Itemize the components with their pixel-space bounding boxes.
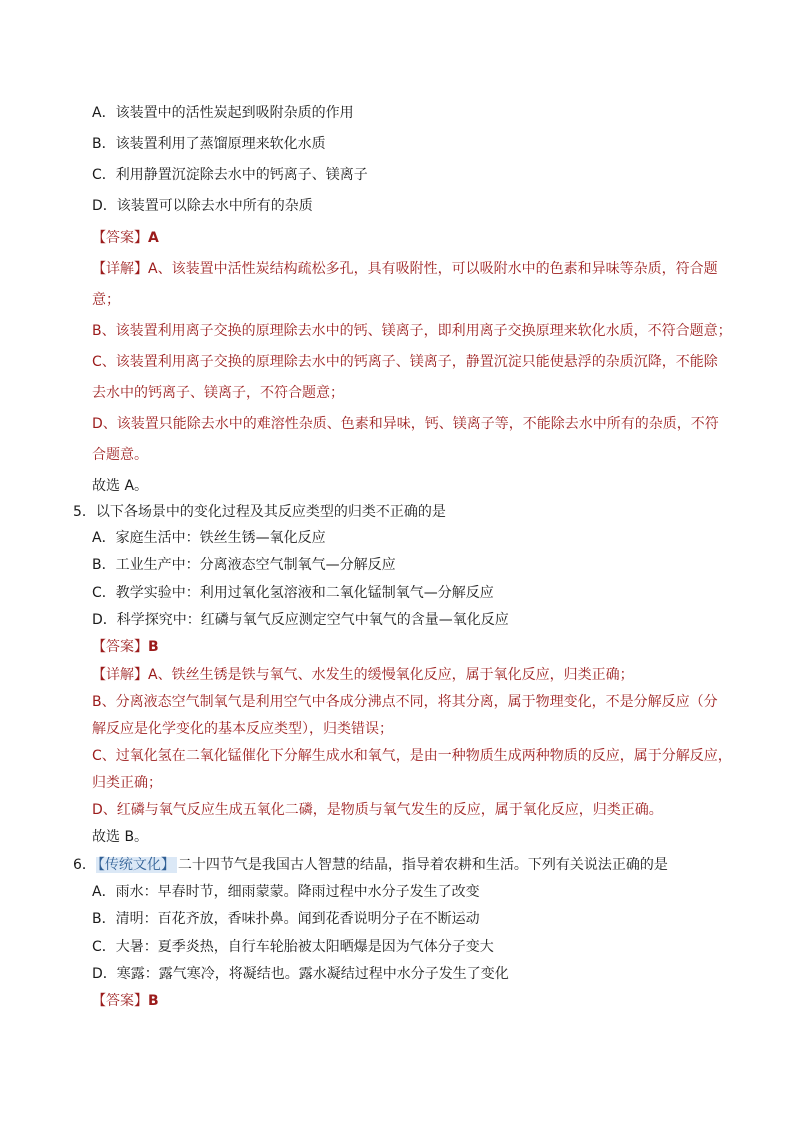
q6-stem <box>73 855 668 875</box>
q5-option-b: B．工业生产中：分离液态空气制氧气—分解反应 <box>92 557 396 573</box>
detail-text: A、该装置中活性炭结构疏松多孔，具有吸附性，可以吸附水中的色素和异味等杂质，符合题 <box>148 261 718 277</box>
q4-detail-line-3: B、该装置利用离子交换的原理除去水中的钙、镁离子，即利用离子交换原理来软化水质，不符合题意； <box>92 323 732 339</box>
q5-option-a: A．家庭生活中：铁丝生锈—氧化反应 <box>92 530 326 546</box>
q6-option-b: B．清明：百花齐放，香味扑鼻。闻到花香说明分子在不断运动 <box>92 911 480 927</box>
detail-label: 【详解】 <box>92 261 148 277</box>
q5-detail-line-1 <box>92 665 634 685</box>
answer-value: A <box>148 230 159 246</box>
topic-tag: 【传统文化】 <box>97 857 175 873</box>
q5-detail-line-6: D、红磷与氧气反应生成五氧化二磷，是物质与氧气发生的反应，属于氧化反应，归类正确。 <box>92 802 663 818</box>
question-text: 二十四节气是我国古人智慧的结晶，指导着农耕和生活。下列有关说法正确的是 <box>177 857 668 873</box>
q4-option-d: D．该装置可以除去水中所有的杂质 <box>92 198 313 214</box>
q5-option-d: D．科学探究中：红磷与氧气反应测定空气中氧气的含量—氧化反应 <box>92 612 509 628</box>
q5-detail-line-2: B、分离液态空气制氧气是利用空气中各成分沸点不同，将其分离，属于物理变化，不是分解反应（分 <box>92 694 718 710</box>
q6-option-a: A．雨水：早春时节，细雨蒙蒙。降雨过程中水分子发生了改变 <box>92 884 480 900</box>
q6-answer <box>92 991 159 1011</box>
q4-option-b: B．该装置利用了蒸馏原理来软化水质 <box>92 136 326 152</box>
detail-text: A、铁丝生锈是铁与氧气、水发生的缓慢氧化反应，属于氧化反应，归类正确； <box>148 667 634 683</box>
q5-detail-line-3: 解反应是化学变化的基本反应类型），归类错误； <box>92 721 393 737</box>
answer-value: B <box>148 639 159 655</box>
answer-label: 【答案】 <box>92 230 148 246</box>
q6-option-d: D．寒露：露气寒冷，将凝结也。露水凝结过程中水分子发生了变化 <box>92 966 509 982</box>
answer-value: B <box>148 993 159 1009</box>
answer-label: 【答案】 <box>92 639 148 655</box>
q5-detail-line-5: 归类正确； <box>92 775 162 791</box>
q4-option-a: A．该装置中的活性炭起到吸附杂质的作用 <box>92 105 354 121</box>
q4-detail-line-2: 意； <box>92 292 120 308</box>
q4-detail-line-5: 去水中的钙离子、镁离子，不符合题意； <box>92 385 344 401</box>
q5-answer <box>92 637 159 657</box>
answer-label: 【答案】 <box>92 993 148 1009</box>
q4-conclusion: 故选 A。 <box>92 478 149 494</box>
q4-option-c: C．利用静置沉淀除去水中的钙离子、镁离子 <box>92 167 368 183</box>
q4-detail-line-6: D、该装置只能除去水中的难溶性杂质、色素和异味，钙、镁离子等，不能除去水中所有的杂质，不符 <box>92 416 719 432</box>
question-number: 6． <box>73 857 96 873</box>
q4-detail-line-1 <box>92 259 718 279</box>
detail-label: 【详解】 <box>92 667 148 683</box>
q6-option-c: C．大暑：夏季炎热，自行车轮胎被太阳晒爆是因为气体分子变大 <box>92 939 494 955</box>
q4-detail-line-4: C、该装置利用离子交换的原理除去水中的钙离子、镁离子，静置沉淀只能使悬浮的杂质沉降，不能除 <box>92 354 718 370</box>
q5-detail-line-4: C、过氧化氢在二氧化锰催化下分解生成水和氧气，是由一种物质生成两种物质的反应，属于分解反应， <box>92 748 732 764</box>
q4-answer <box>92 228 159 248</box>
q5-stem: 5．以下各场景中的变化过程及其反应类型的归类不正确的是 <box>73 504 446 520</box>
q5-option-c: C．教学实验中：利用过氧化氢溶液和二氧化锰制氧气—分解反应 <box>92 585 494 601</box>
q5-conclusion: 故选 B。 <box>92 829 149 845</box>
q4-detail-line-7: 合题意。 <box>92 447 148 463</box>
